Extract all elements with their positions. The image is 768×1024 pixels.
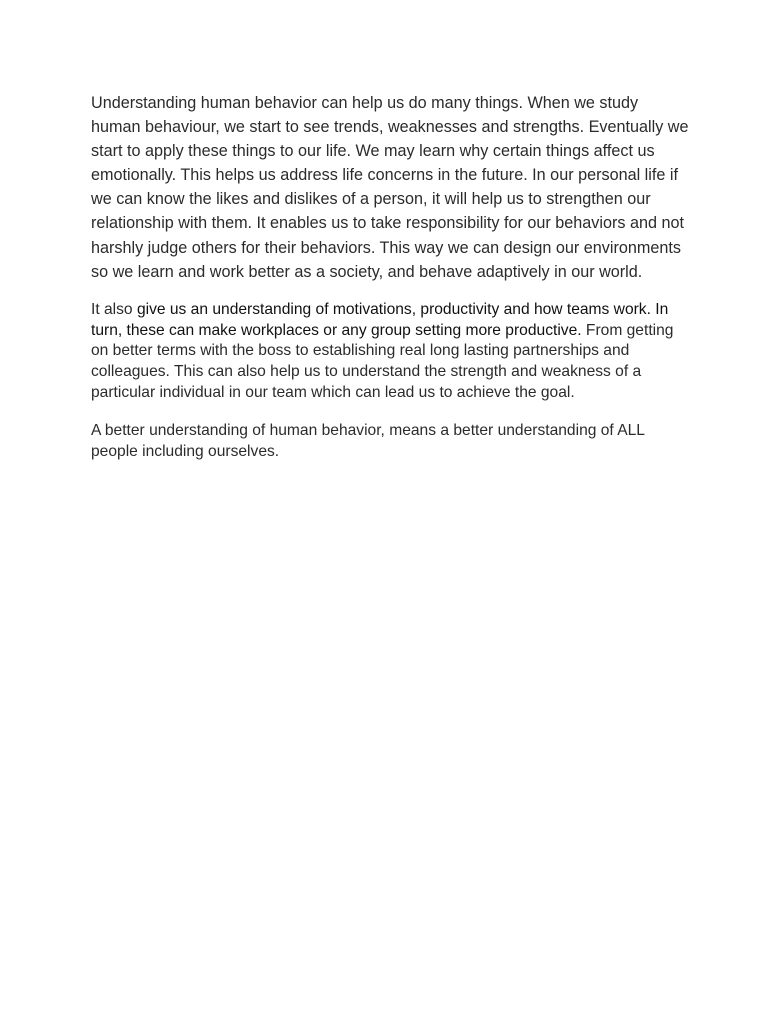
document-body — [91, 91, 691, 462]
paragraph-2-lead: It also — [91, 300, 137, 318]
paragraph-2-rest: From getting on better terms with the boss to establishing real long lasting partnerships and colleagues. This can also help us to understand the strength and weakness of a particular individual in our team which can lead us to achieve the goal. — [91, 321, 674, 401]
paragraph-2 — [91, 300, 691, 404]
paragraph-1: Understanding human behavior can help us do many things. When we study human behaviour, we start to see trends, weaknesses and strengths. Eventually we start to apply these things to our life. We may learn why certain things affect us emotionally. This helps us address life concerns in the future. In our personal life if we can know the likes and dislikes of a person, it will help us to strengthen our relationship with them. It enables us to take responsibility for our behaviors and not harshly judge others for their behaviors. This way we can design our environments so we learn and work better as a society, and behave adaptively in our world. — [91, 94, 689, 281]
paragraph-3: A better understanding of human behavior, means a better understanding of ALL people including ourselves. — [91, 421, 645, 460]
paragraph-2-emphasis: give us an understanding of motivations, productivity and how teams work. In turn, these can make workplaces or any group setting more productive. — [91, 300, 669, 339]
